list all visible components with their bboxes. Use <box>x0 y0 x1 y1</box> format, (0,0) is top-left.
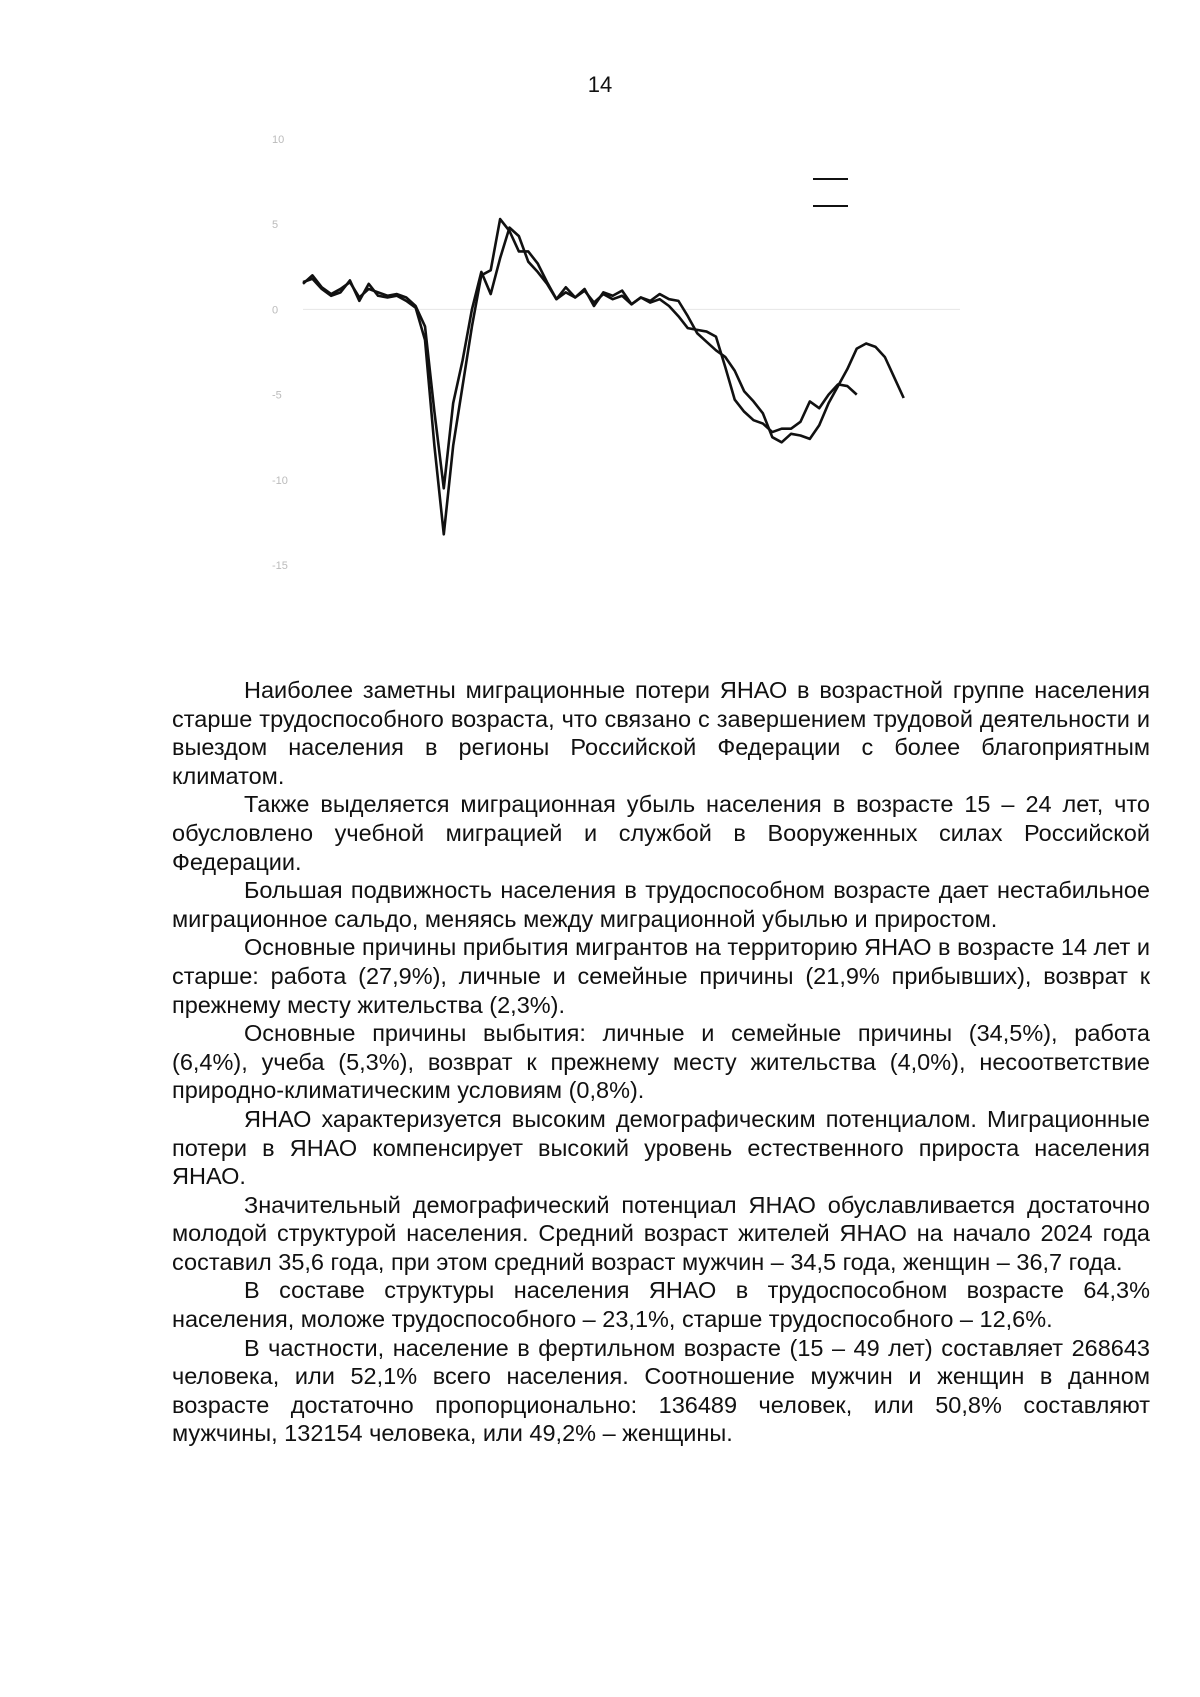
y-tick-label: 10 <box>272 135 285 146</box>
series-layer <box>303 219 904 534</box>
body-text <box>172 676 1150 1448</box>
y-tick-label: -15 <box>272 560 288 572</box>
paragraph: Большая подвижность населения в трудоспособном возрасте дает нестабильное миграционное сальдо, меняясь между миграционной убылью и приростом. <box>172 877 1150 932</box>
migration-line-chart <box>270 135 1060 615</box>
paragraph: Основные причины выбытия: личные и семейные причины (34,5%), работа (6,4%), учеба (5,3%), возврат к прежнему месту жительства (4,0%), несоответствие природно-климатическим условиям (0,8%). <box>172 1020 1150 1104</box>
y-tick-label: -10 <box>272 474 288 487</box>
paragraph: В составе структуры населения ЯНАО в трудоспособном возрасте 64,3% населения, моложе трудоспособного – 23,1%, старше трудоспособного – 12,6%. <box>172 1277 1150 1333</box>
series-line-1 <box>303 228 904 489</box>
page-number: 14 <box>587 72 613 97</box>
y-tick-label: -5 <box>272 389 282 402</box>
y-axis-ticks <box>272 135 288 572</box>
series-line-2 <box>303 219 857 534</box>
y-tick-label: 5 <box>272 219 279 232</box>
paragraph: Наиболее заметны миграционные потери ЯНАО в возрастной группе населения старше трудоспособного возраста, что связано с завершением трудовой деятельности и выездом населения в регионы Российской Федерации с более благоприятным климатом. <box>172 677 1150 789</box>
paragraph: Основные причины прибытия мигрантов на территорию ЯНАО в возрасте 14 лет и старше: работа (27,9%), личные и семейные причины (21,9% прибывших), возврат к прежнему месту жительства (2,3%). <box>172 934 1150 1018</box>
paragraph: ЯНАО характеризуется высоким демографическим потенциалом. Миграционные потери в ЯНАО компенсирует высокий уровень естественного прироста населения ЯНАО. <box>172 1105 1150 1190</box>
y-tick-label: 0 <box>272 304 279 317</box>
paragraph: В частности, население в фертильном возрасте (15 – 49 лет) составляет 268643 человека, или 52,1% всего населения. Соотношение мужчин и женщин в данном возрасте достаточно пропорционально: 136489 человек, или 50,8% составляют мужчины, 132154 человека, или 49,2% – женщины. <box>172 1334 1150 1447</box>
paragraph: Значительный демографический потенциал ЯНАО обуславливается достаточно молодой структурой населения. Средний возраст жителей ЯНАО на начало 2024 года составил 35,6 года, при этом средний возраст мужчин – 34,5 года, женщин – 36,7 года. <box>172 1191 1150 1275</box>
chart-legend <box>813 179 848 206</box>
paragraph: Также выделяется миграционная убыль населения в возрасте 15 – 24 лет, что обусловлено учебной миграцией и службой в Вооруженных силах Российской Федерации. <box>172 791 1150 875</box>
